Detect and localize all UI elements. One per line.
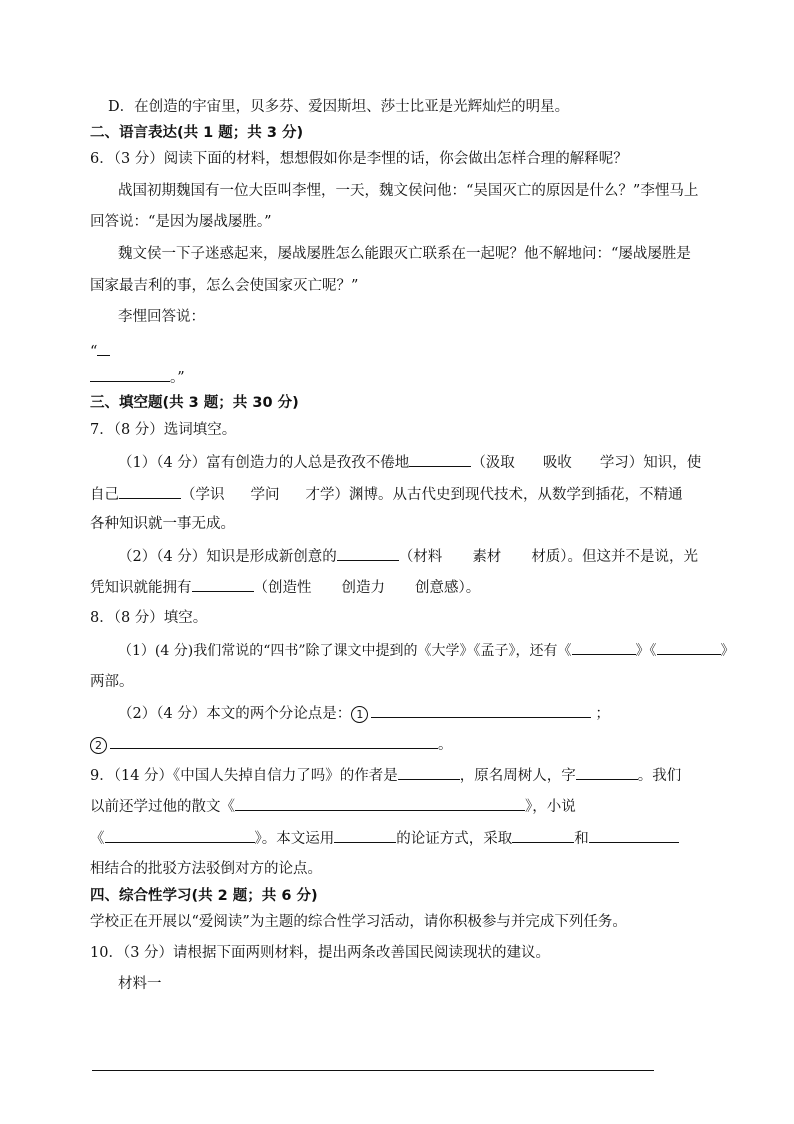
section-3-heading: 三、填空题(共 3 题；共 30 分): [90, 395, 299, 411]
footer-rule: [92, 1070, 654, 1071]
question-8: 8．（8 分）填空。: [90, 610, 208, 626]
text: （1）（4 分）富有创造力的人总是孜孜不倦地: [118, 455, 410, 471]
passage-line: 回答说：“是因为屡战屡胜。”: [90, 214, 272, 230]
circled-number-icon: 1: [351, 706, 368, 723]
question-9: [90, 765, 704, 786]
text: 9．（14 分）《中国人失掉自信力了吗》的作者是: [90, 768, 398, 784]
q8-2-line: [118, 703, 704, 724]
option: 材质）。但这并不是说，光: [531, 549, 699, 565]
answer-line-close: [90, 367, 704, 388]
option: 创造力: [341, 580, 385, 596]
option: 吸收: [542, 455, 572, 471]
q8-2b-line: [90, 734, 704, 755]
passage-line: 国家最吉利的事，怎么会使国家灭亡呢？”: [90, 278, 359, 294]
q8-1-line: [118, 640, 735, 661]
option: 创意感）。: [415, 580, 481, 596]
answer-blank[interactable]: [589, 828, 679, 843]
text: 《: [90, 831, 105, 847]
section-2-heading: 二、语言表达(共 1 题；共 3 分): [90, 125, 304, 141]
q7-1-line: [118, 452, 704, 473]
q7-2-line: [118, 546, 704, 567]
passage-line: 李悝回答说：: [118, 309, 205, 325]
answer-blank[interactable]: [409, 452, 471, 467]
answer-line-open: [90, 341, 704, 362]
passage-line: 战国初期魏国有一位大臣叫李悝，一天，魏文侯问他：“吴国灭亡的原因是什么？”李悝马上: [118, 183, 699, 199]
material-label: 材料一: [118, 976, 162, 992]
text: （2）（4 分）知识是形成新创意的: [118, 549, 337, 565]
section-4-heading: 四、综合性学习(共 2 题；共 6 分): [90, 888, 318, 904]
option: （学识: [181, 487, 225, 503]
option: （创造性: [253, 580, 312, 596]
text: 》: [720, 643, 735, 659]
q9d-line: 相结合的批驳方法驳倒对方的论点。: [90, 861, 322, 877]
text: 和: [574, 831, 589, 847]
option: （汲取: [471, 455, 515, 471]
answer-blank[interactable]: [235, 796, 525, 811]
q7-2b-line: [90, 577, 704, 598]
text: 》，小说: [525, 799, 576, 815]
answer-blank[interactable]: [90, 367, 170, 382]
answer-blank[interactable]: [105, 828, 255, 843]
q8-1b-line: 两部。: [90, 674, 134, 690]
close-quote: 。”: [170, 370, 185, 386]
answer-blank[interactable]: [119, 484, 181, 499]
option: 素材: [472, 549, 502, 565]
q7-1b-line: [90, 484, 704, 505]
answer-blank[interactable]: [398, 765, 460, 780]
answer-blank[interactable]: [512, 828, 574, 843]
answer-blank[interactable]: [371, 703, 591, 718]
text: 。我们: [637, 768, 682, 784]
answer-blank[interactable]: [576, 765, 638, 780]
text: （1）(4 分)我们常说的“四书”除了课文中提到的《大学》《孟子》，还有《: [118, 643, 572, 659]
option-d: D．在创造的宇宙里，贝多芬、爱因斯坦、莎士比亚是光辉灿烂的明星。: [108, 99, 570, 115]
text: ，原名周树人，字: [459, 768, 576, 784]
text: 自己: [90, 487, 119, 503]
option: 才学）渊博。从古代史到现代技术，从数学到插花，不精通: [305, 487, 683, 503]
passage-line: 魏文侯一下子迷惑起来，屡战屡胜怎么能跟灭亡联系在一起呢？他不解地问：“屡战屡胜是: [118, 246, 691, 262]
q9c-line: [90, 828, 704, 849]
q7-1c-line: 各种知识就一事无成。: [90, 516, 235, 532]
text: 》《: [635, 643, 657, 659]
text: 。: [438, 737, 453, 753]
answer-blank[interactable]: [337, 546, 399, 561]
answer-blank[interactable]: [110, 734, 438, 749]
question-7: 7．（8 分）选词填空。: [90, 422, 237, 438]
text: （2）（4 分）本文的两个分论点是：: [118, 706, 352, 722]
text: 的论证方式，采取: [396, 831, 513, 847]
option: （材料: [398, 549, 443, 565]
q9b-line: [90, 796, 704, 817]
answer-blank[interactable]: [192, 577, 254, 592]
text: ；: [595, 706, 610, 722]
text: 以前还学过他的散文《: [90, 799, 235, 815]
option: 学问: [250, 487, 280, 503]
text: 凭知识就能拥有: [90, 580, 192, 596]
text: 》。本文运用: [254, 831, 335, 847]
question-10: 10．（3 分）请根据下面两则材料，提出两条改善国民阅读现状的建议。: [90, 945, 551, 961]
answer-blank[interactable]: [334, 828, 396, 843]
answer-blank[interactable]: [572, 640, 636, 655]
answer-blank[interactable]: [97, 341, 110, 356]
section-4-intro: 学校正在开展以“爱阅读”为主题的综合性学习活动，请你积极参与并完成下列任务。: [90, 914, 627, 930]
option: 学习）知识，使: [599, 455, 702, 471]
circled-number-icon: 2: [90, 737, 107, 754]
open-quote: “: [90, 344, 98, 360]
answer-blank[interactable]: [657, 640, 721, 655]
question-6: 6．（3 分）阅读下面的材料，想想假如你是李悝的话，你会做出怎样合理的解释呢？: [90, 151, 628, 167]
